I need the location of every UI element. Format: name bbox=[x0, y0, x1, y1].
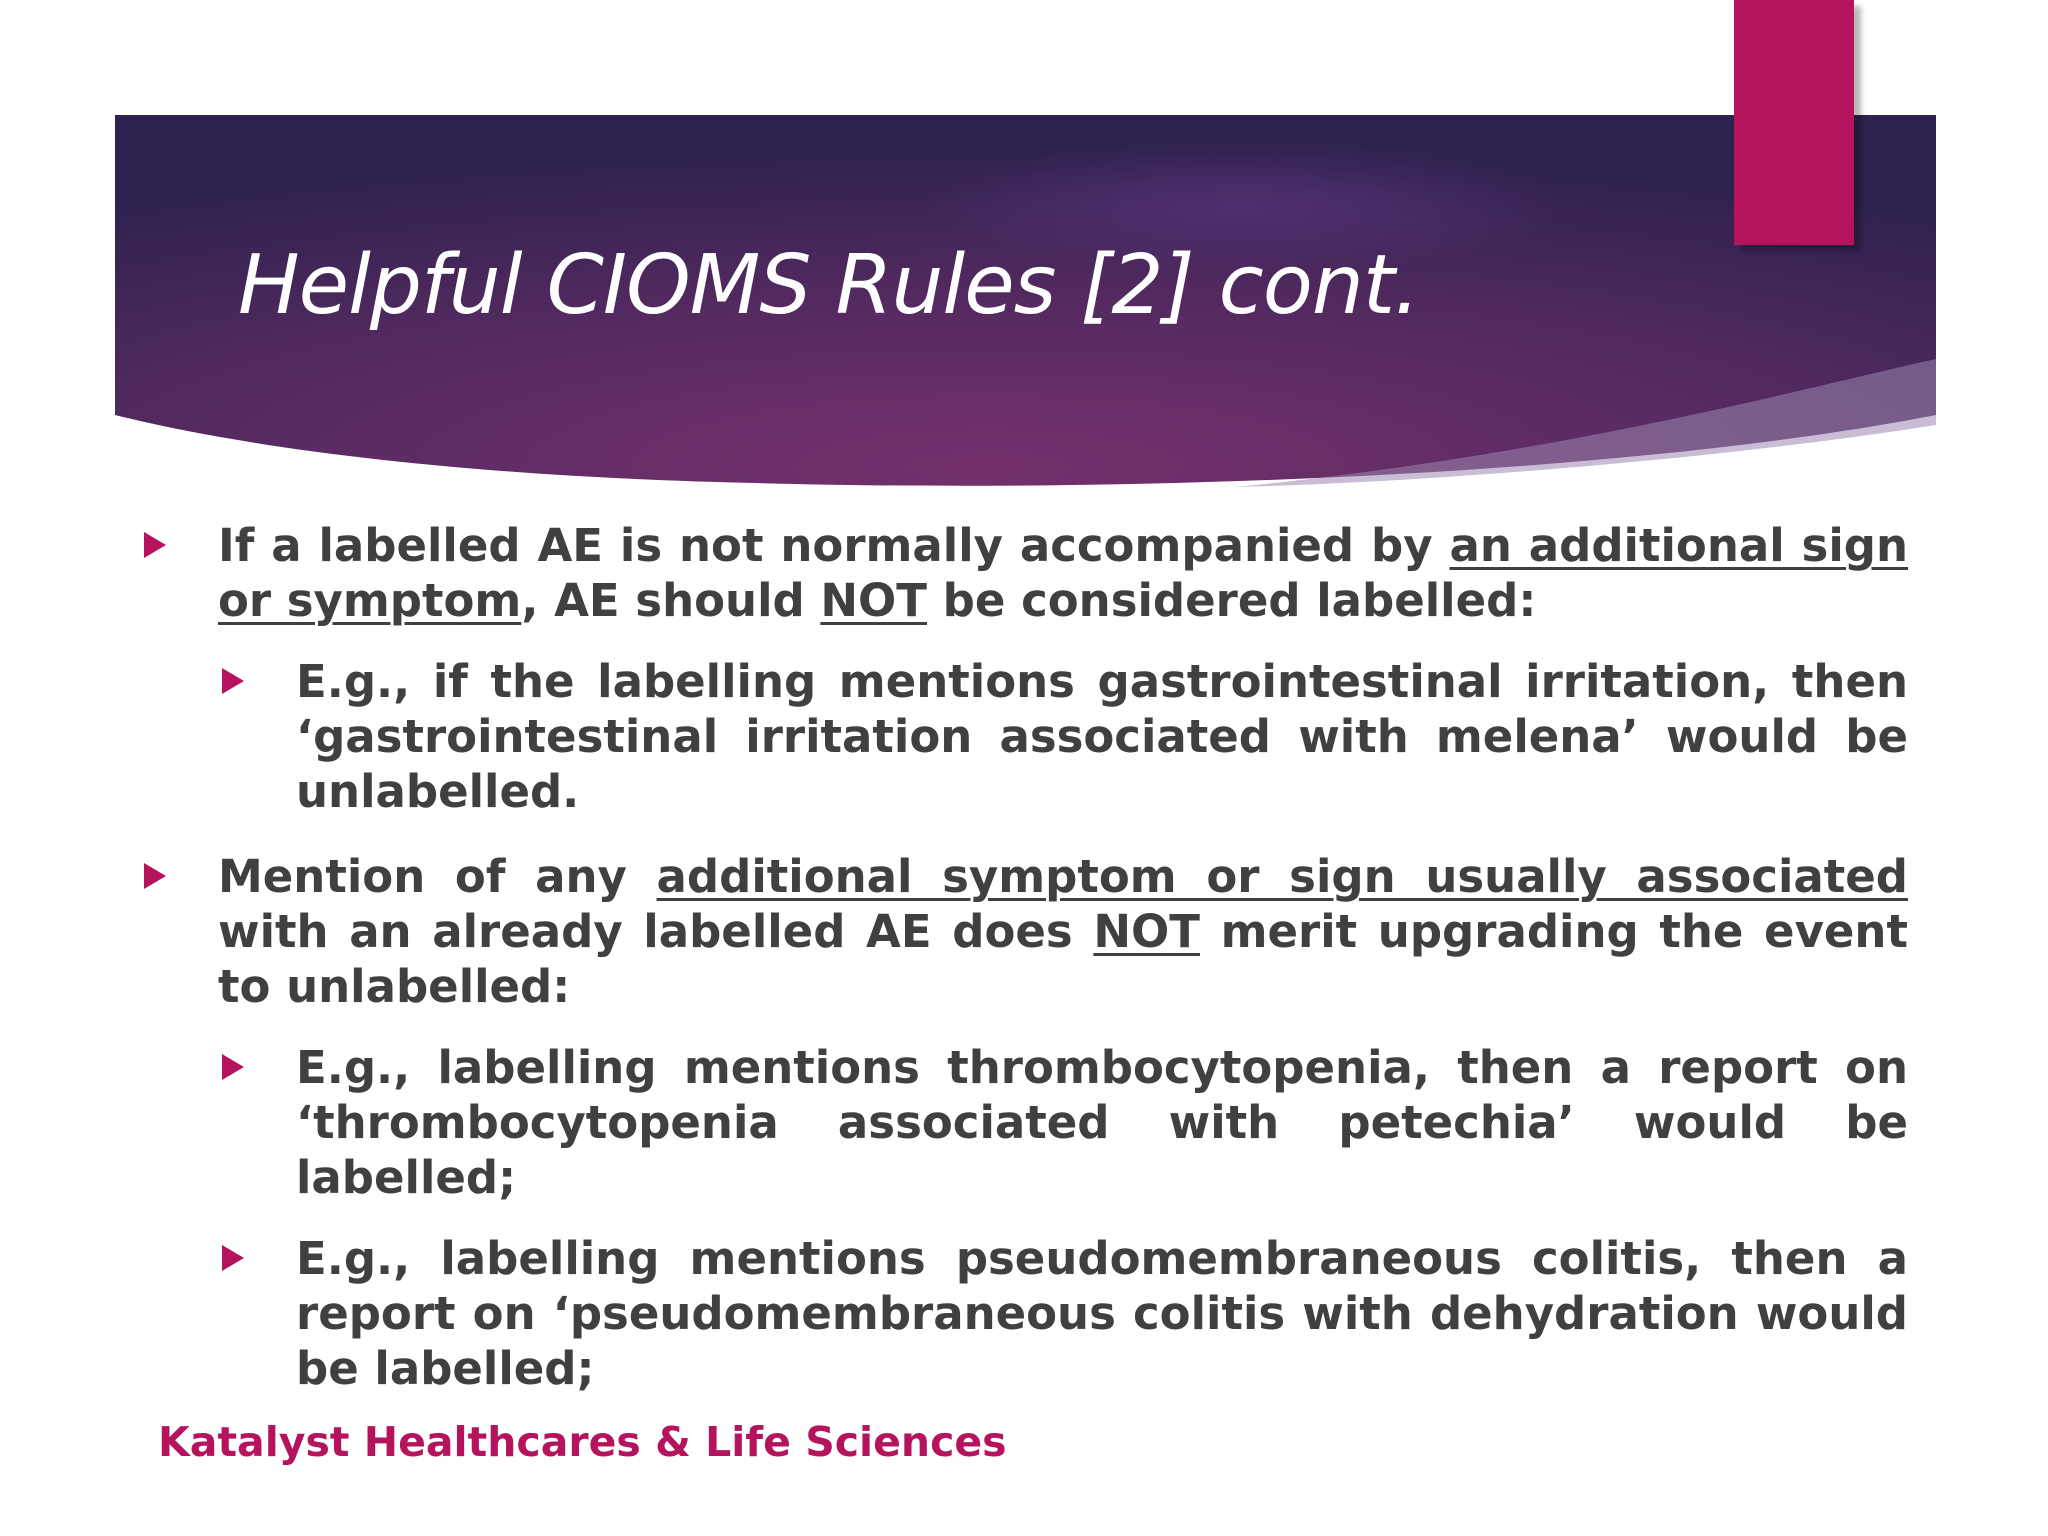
bullet-item bbox=[140, 518, 1908, 628]
underlined-text: NOT bbox=[1093, 905, 1200, 958]
sub-bullet-item bbox=[218, 1231, 1908, 1396]
footer-company-name: Katalyst Healthcares & Life Sciences bbox=[158, 1418, 1007, 1466]
accent-block bbox=[1734, 0, 1854, 245]
bullet-list bbox=[140, 518, 1908, 1396]
bullet-arrow-icon bbox=[144, 863, 166, 889]
slide-title: Helpful CIOMS Rules [2] cont. bbox=[238, 238, 1420, 333]
bullet-arrow-icon bbox=[222, 1054, 244, 1080]
sub-bullet-text: E.g., labelling mentions thrombocytopenia, then a report on ‘thrombocytopenia associated with petechia’ would be labelled; bbox=[296, 1041, 1908, 1204]
underlined-text: additional symptom or sign usually associated bbox=[656, 850, 1908, 903]
bullet-text: If a labelled AE is not normally accompanied by bbox=[218, 519, 1450, 572]
sub-bullet-item bbox=[218, 1040, 1908, 1205]
bullet-text: merit upgrading the event to unlabelled: bbox=[218, 905, 1908, 1013]
sub-bullet-item bbox=[218, 654, 1908, 819]
bullet-item bbox=[140, 849, 1908, 1014]
bullet-text: Mention of any bbox=[218, 850, 657, 903]
bullet-text: be considered labelled: bbox=[927, 574, 1537, 627]
bullet-text: , AE should bbox=[521, 574, 821, 627]
sub-bullet-text: E.g., labelling mentions pseudomembraneous colitis, then a report on ‘pseudomembraneous colitis with dehydration would be labelled; bbox=[296, 1232, 1908, 1395]
sub-bullet-text: E.g., if the labelling mentions gastrointestinal irritation, then ‘gastrointestinal irritation associated with melena’ would be unlabelled. bbox=[296, 655, 1908, 818]
bullet-text: with an already labelled AE does bbox=[218, 905, 1094, 958]
bullet-arrow-icon bbox=[222, 668, 244, 694]
underlined-text: NOT bbox=[820, 574, 928, 627]
underlined-text: an additional sign or symptom bbox=[218, 519, 1909, 627]
bullet-arrow-icon bbox=[222, 1245, 244, 1271]
bullet-arrow-icon bbox=[144, 532, 166, 558]
